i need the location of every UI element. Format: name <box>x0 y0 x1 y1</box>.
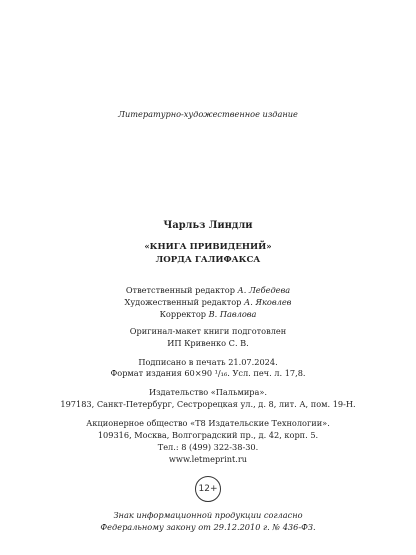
credit-role: Корректор <box>159 309 209 319</box>
publisher-address: 197183, Санкт-Петербург, Сестрорецкая ул., д. 8, лит. А, пом. 19-Н. <box>60 399 356 409</box>
credit-art-editor <box>0 296 416 308</box>
printer-name: Акционерное общество «Т8 Издательские Технологии». <box>86 418 330 428</box>
print-format: Формат издания 60×90 ¹/₁₆. Усл. печ. л. 17,8. <box>110 368 306 378</box>
legal-notice-line-1: Знак информационной продукции согласно <box>113 510 303 520</box>
credit-role: Ответственный редактор <box>125 285 238 295</box>
legal-notice-line-2: Федеральному закону от 29.12.2010 г. № 436-ФЗ. <box>100 522 316 532</box>
credit-person: А. Лебедева <box>237 285 291 295</box>
credit-person: А. Яковлев <box>244 297 292 307</box>
layout-credit-line-2: ИП Кривенко С. В. <box>167 338 249 348</box>
book-title-line-2: ЛОРДА ГАЛИФАКСА <box>155 255 261 265</box>
printer-website: www.letmeprint.ru <box>168 454 248 464</box>
author-name: Чарльз Линдли <box>163 220 253 231</box>
layout-credit-line-1: Оригинал-макет книги подготовлен <box>129 326 287 336</box>
credit-chief-editor <box>0 284 416 296</box>
publisher-name: Издательство «Пальмира». <box>148 387 268 397</box>
book-title-line-1: «КНИГА ПРИВИДЕНИЙ» <box>144 242 272 252</box>
age-rating-label: 12+ <box>198 484 218 494</box>
credit-role: Художественный редактор <box>124 297 245 307</box>
credit-person: В. Павлова <box>208 309 257 319</box>
edition-type: Литературно-художественное издание <box>118 109 298 119</box>
age-rating-badge <box>195 476 221 502</box>
print-signed-date: Подписано в печать 21.07.2024. <box>138 357 278 367</box>
printer-phone: Тел.: 8 (499) 322-38-30. <box>157 442 259 452</box>
printer-address: 109316, Москва, Волгоградский пр., д. 42, корп. 5. <box>97 430 319 440</box>
credit-proofreader <box>0 308 416 320</box>
